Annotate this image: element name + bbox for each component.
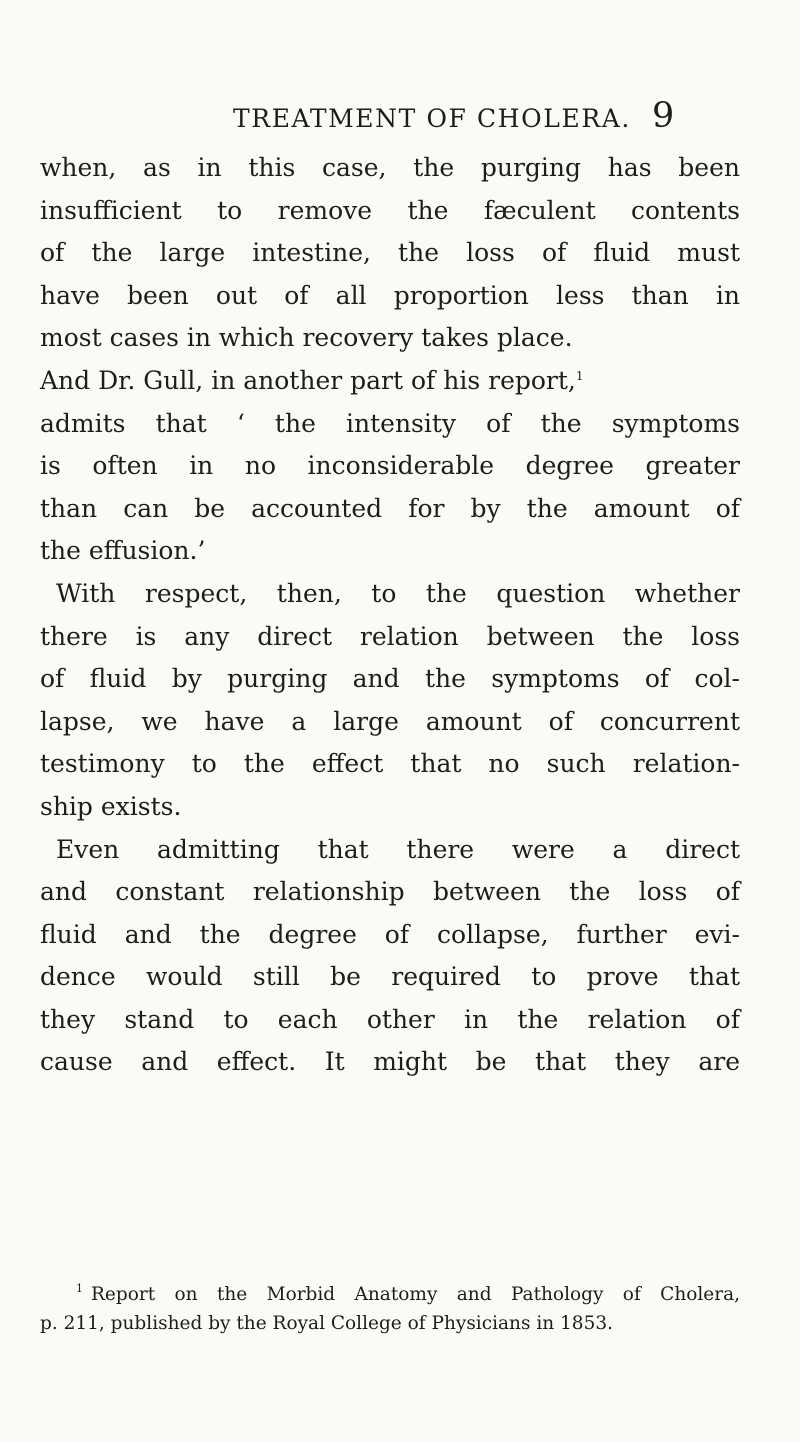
text-line: fluid and the degree of collapse, further evi- xyxy=(40,919,740,949)
footnote xyxy=(40,1280,740,1338)
text-line: there is any direct relation between the loss xyxy=(40,621,740,651)
text-line: of fluid by purging and the symptoms of col- xyxy=(40,664,740,694)
footnote-reference: 1 xyxy=(575,368,584,383)
text-line: lapse, we have a large amount of concurrent xyxy=(40,706,740,736)
text-line: cause and effect. It might be that they are xyxy=(40,1047,740,1077)
footnote-line xyxy=(40,1280,740,1309)
footnote-text: Report on the Morbid Anatomy and Pathology of Cholera, xyxy=(91,1284,740,1305)
page-header xyxy=(0,96,800,144)
paragraph-start-line: Even admitting that there were a direct xyxy=(56,834,740,864)
body-text xyxy=(40,147,740,1084)
text-line: admits that ‘ the intensity of the symptoms xyxy=(40,408,740,438)
text-line: testimony to the effect that no such relation- xyxy=(40,749,740,779)
text-line: is often in no inconsiderable degree greater xyxy=(40,451,740,481)
footnote-line: p. 211, published by the Royal College of Physicians in 1853. xyxy=(40,1313,613,1334)
text-line: dence would still be required to prove that xyxy=(40,962,740,992)
footnote-marker: 1 xyxy=(76,1282,83,1295)
text-line: and constant relationship between the loss of xyxy=(40,877,740,907)
text-line: ship exists. xyxy=(40,791,182,821)
text-line: most cases in which recovery takes place. xyxy=(40,323,573,353)
text-line: have been out of all proportion less than in xyxy=(40,280,740,310)
text-line: of the large intestine, the loss of fluid must xyxy=(40,238,740,268)
text-line: they stand to each other in the relation of xyxy=(40,1004,740,1034)
paragraph-start-line: With respect, then, to the question whether xyxy=(56,578,740,608)
page-number: 9 xyxy=(652,96,675,136)
text-line: when, as in this case, the purging has been xyxy=(40,153,740,182)
text-line: the effusion.’ xyxy=(40,536,206,566)
text-line-content: And Dr. Gull, in another part of his report, xyxy=(40,365,576,395)
running-title: TREATMENT OF CHOLERA. xyxy=(233,104,631,133)
text-line: than can be accounted for by the amount of xyxy=(40,493,740,523)
text-line-with-footnote-ref xyxy=(40,360,740,403)
text-line: insufficient to remove the fæculent contents xyxy=(40,195,740,225)
